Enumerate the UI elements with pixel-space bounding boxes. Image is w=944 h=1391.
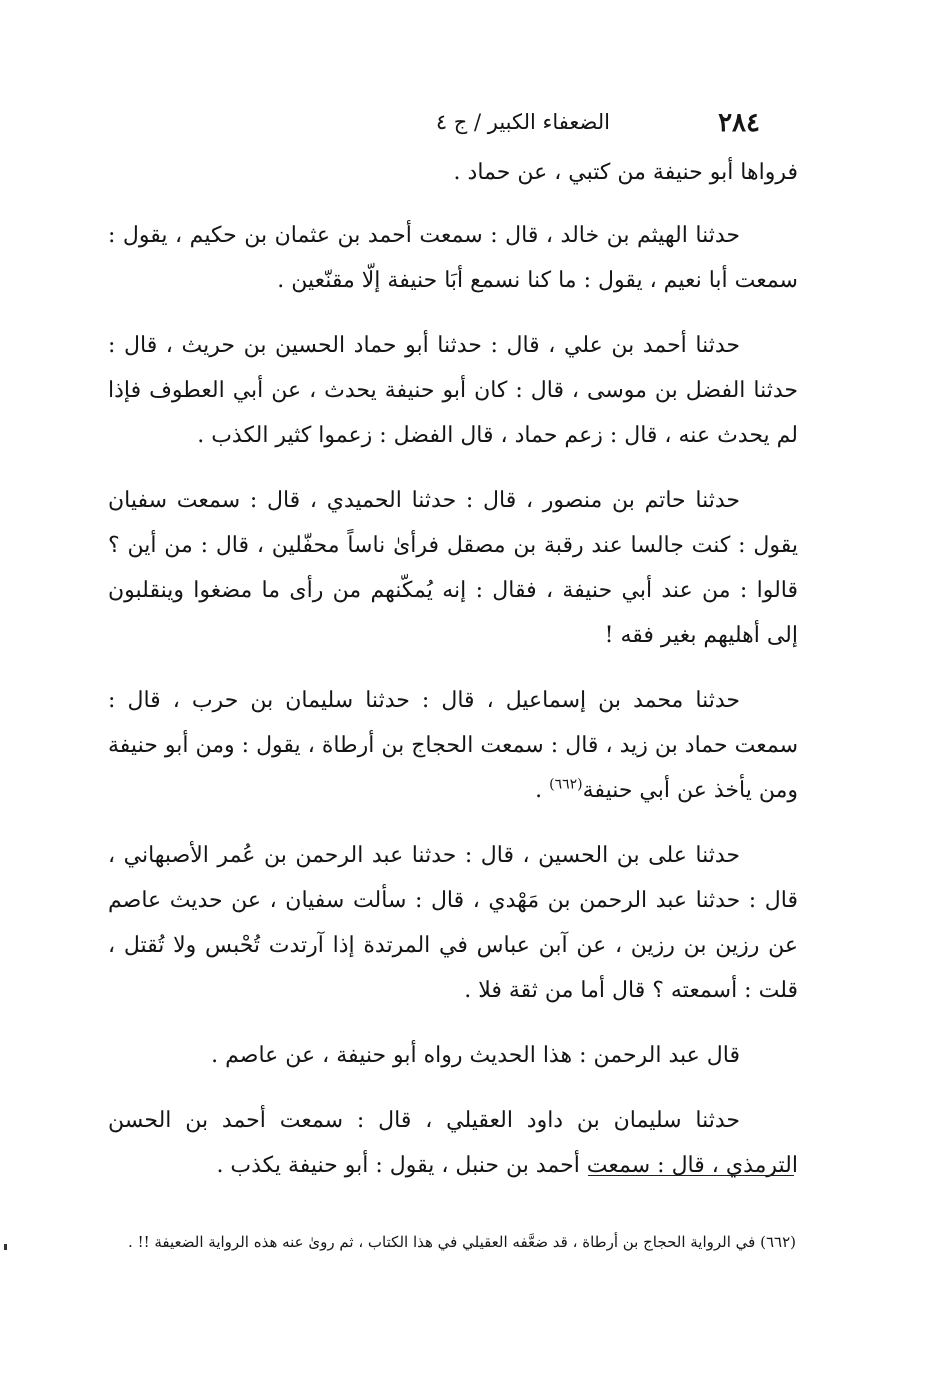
paragraph-tail: . [535, 778, 550, 803]
paragraph: حدثنا الهيثم بن خالد ، قال : سمعت أحمد بن عثمان بن حكيم ، يقول : سمعت أبا نعيم ، يقول : ما كنا نسمع أبَا حنيفة إلّا مقنّعين . [108, 223, 798, 293]
paragraph: حدثنا حاتم بن منصور ، قال : حدثنا الحميدي ، قال : سمعت سفيان يقول : كنت جالسا عند رقبة بن مصقل فرأىٰ ناساً محفّلين ، قال : من أين ؟ قالوا : من عند أبي حنيفة ، فقال : إنه يُمكّنهم من رأى ما مضغوا وينقلبون إلى أهليهم بغير فقه ! [108, 488, 798, 648]
paragraph: حدثنا على بن الحسين ، قال : حدثنا عبد الرحمن بن عُمر الأصبهاني ، قال : حدثنا عبد الرحمن بن مَهْدي ، قال : سألت سفيان ، عن حديث عاصم عن رزين بن رزين ، عن آبن عباس في المرتدة إذا آرتدت تُحْبس ولا تُقتل ، قلت : أسمعته ؟ قال أما من ثقة فلا . [108, 843, 798, 1003]
page-number: ٢٨٤ [718, 108, 760, 138]
scan-mark [4, 1244, 7, 1250]
main-text [108, 150, 798, 1208]
page-header [340, 108, 760, 148]
paragraph: فرواها أبو حنيفة من كتبي ، عن حماد . [453, 160, 798, 185]
running-title: الضعفاء الكبير / ج ٤ [435, 110, 610, 134]
footnote-reference: (٦٦٢) [549, 776, 583, 793]
footnote-divider [588, 1175, 794, 1176]
paragraph: حدثنا سليمان بن داود العقيلي ، قال : سمعت أحمد بن الحسن الترمذي ، قال : سمعت أحمد بن حنبل ، يقول : أبو حنيفة يكذب . [108, 1108, 798, 1178]
paragraph: قال عبد الرحمن : هذا الحديث رواه أبو حنيفة ، عن عاصم . [211, 1043, 740, 1068]
paragraph: حدثنا أحمد بن علي ، قال : حدثنا أبو حماد الحسين بن حريث ، قال : حدثنا الفضل بن موسى ، قال : كان أبو حنيفة يحدث ، عن أبي العطوف فإذا لم يحدث عنه ، قال : زعم حماد ، قال الفضل : زعموا كثير الكذب . [108, 333, 798, 448]
paragraph-text: حدثنا محمد بن إسماعيل ، قال : حدثنا سليمان بن حرب ، قال : سمعت حماد بن زيد ، قال : سمعت الحجاج بن أرطاة ، يقول : ومن أبو حنيفة ومن يأخذ عن أبي حنيفة [108, 688, 798, 803]
footnote: (٦٦٢) في الرواية الحجاج بن أرطاة ، قد ضعَّفه العقيلي في هذا الكتاب ، ثم روىٰ عنه هذه الرواية الضعيفة !! . [128, 1233, 796, 1251]
paragraph [108, 678, 798, 813]
